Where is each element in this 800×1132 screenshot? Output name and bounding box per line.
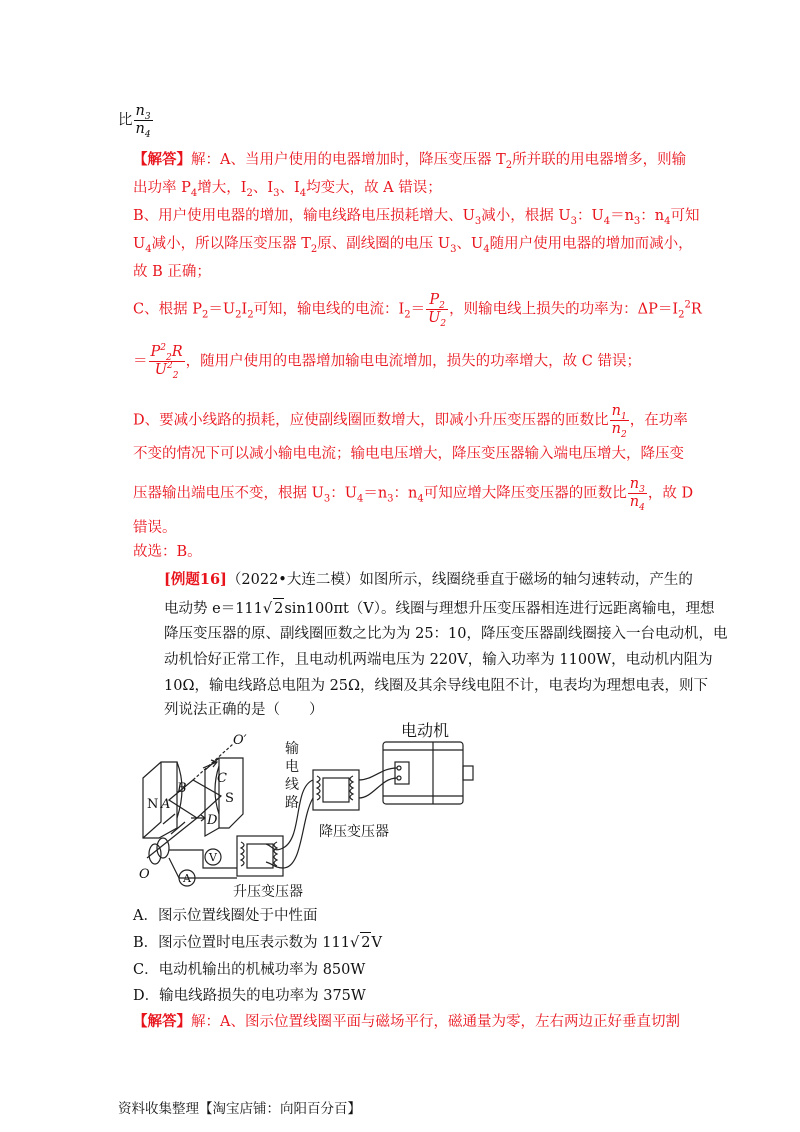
fraction-n1-n2: $\frac{n_1}{n_2}$ xyxy=(611,403,627,440)
answer1-c-line1: C、根据 $P_2=U_2I_2$可知，输电线的电流：$I_2=$ $\frac{P_2}{U_2}$ ，则输电线上损失的功率为：$\Delta P=I_2^2R$ xyxy=(133,292,702,329)
option-c: C．电动机输出的机械功率为 850W xyxy=(133,962,366,978)
example16-line3: 降压变压器的原、副线圈匝数之比为为 25：10，降压变压器副线圈接入一台电动机，电 xyxy=(164,626,728,642)
voltmeter-label: V xyxy=(209,851,217,864)
label-a: A xyxy=(161,797,171,812)
motor-label: 电动机 xyxy=(401,721,450,740)
page-footer: 资料收集整理【淘宝店铺：向阳百分百】 xyxy=(118,1101,361,1116)
stepdown-label: 降压变压器 xyxy=(319,824,389,840)
line-label-2: 电 xyxy=(285,759,299,775)
line-label-1: 输 xyxy=(285,741,299,757)
answer1-d-line4: 错误。 xyxy=(133,520,177,536)
answer-tag: 【解答】 xyxy=(133,151,191,168)
ratio-prefix: 比 xyxy=(118,112,133,129)
option-d: D．输电线路损失的电功率为 375W xyxy=(133,988,366,1004)
example16-line2: 电动势 e＝111√ 2sin100πt（V）。线圈与理想升压变压器相连进行远距离输电，理想 xyxy=(164,598,715,619)
fraction-n3-n4: $\frac{n_3}{n_4}$ xyxy=(135,103,151,140)
example16-line5: 10Ω，输电线路总电阻为 25Ω，线圈及其余导线电阻不计，电表均为理想电表，则下 xyxy=(164,678,709,694)
answer1-line1: 【解答】解：A、当用户使用的电器增加时，降压变压器 $T_2$所并联的用电器增多，则输 xyxy=(133,151,687,171)
motor-diagram xyxy=(383,742,473,804)
fraction-n3-n4-d: $\frac{n_3}{n_4}$ xyxy=(629,476,645,513)
answer2-tag: 【解答】 xyxy=(133,1013,191,1030)
answer1-c-line2: ＝ $\frac{P^2_2R}{U^2_2}$ ，随用户使用的电器增加输电电流增加，损失的功率增大，故 C 错误； xyxy=(133,343,641,381)
label-s: S xyxy=(225,791,234,806)
answer1-b-line3: 故 B 正确； xyxy=(133,264,211,280)
label-d: D xyxy=(207,813,218,828)
fraction-p2r-u2: $\frac{P^2_2R}{U^2_2}$ xyxy=(150,343,183,381)
coil-diagram xyxy=(147,744,233,864)
label-n: N xyxy=(147,797,159,812)
label-c: C xyxy=(217,771,227,786)
line-label-4: 路 xyxy=(285,795,299,811)
option-b: B．图示位置时电压表示数为 111√ 2V xyxy=(133,932,382,953)
label-o: O xyxy=(139,867,150,882)
circuit-figure xyxy=(133,718,493,904)
answer1-line2: 出功率 $P_4$增大，$I_2$、$I_3$、$I_4$均变大，故 A 错误； xyxy=(133,180,442,199)
stepup-transformer-diagram xyxy=(237,836,283,876)
example16-line4: 动机恰好正常工作，且电动机两端电压为 220V，输入功率为 1100W，电动机内阻为 xyxy=(164,652,713,668)
answer1-d-line1: D、要减小线路的损耗，应使副线圈匝数增大，即减小升压变压器的匝数比 $\frac{n_1}{n_2}$ ，在功率 xyxy=(133,403,688,440)
label-o-prime: O′ xyxy=(233,733,247,748)
option-a: A．图示位置线圈处于中性面 xyxy=(133,908,318,924)
line-label-3: 线 xyxy=(285,777,299,793)
answer1-d-line3: 压器输出端电压不变，根据 $U_3$：$U_4=n_3$：$n_4$可知应增大降压变压器的匝数比 $\frac{n_3}{n_4}$ ，故 D xyxy=(133,476,694,513)
example-tag: [例题16] xyxy=(164,571,227,588)
stepup-label: 升压变压器 xyxy=(233,884,303,900)
ammeter-label: A xyxy=(183,872,191,885)
label-b: B xyxy=(177,781,187,796)
answer2-line1: 【解答】解：A、图示位置线圈平面与磁场平行，磁通量为零，左右两边正好垂直切割 xyxy=(133,1013,680,1030)
answer1-d-line2: 不变的情况下可以减小输电电流；输电电压增大，降压变压器输入端电压增大，降压变 xyxy=(133,446,684,462)
ratio-line xyxy=(118,103,154,138)
answer1-choose: 故选：B。 xyxy=(133,544,202,560)
answer1-b-line2: $U_4$减小，所以降压变压器 $T_2$原、副线圈的电压 $U_3$、$U_4$随用户使用电器的增加而减小， xyxy=(133,236,693,255)
fraction-p2-u2: $\frac{P_2}{U_2}$ xyxy=(428,292,447,329)
example16-line1: [例题16]（2022•大连二模）如图所示，线圈绕垂直于磁场的轴匀速转动，产生的 xyxy=(164,571,693,588)
answer1-b-line1: B、用户使用电器的增加，输电线路电压损耗增大、$U_3$减小，根据 $U_3$：$U_4=n_3$：$n_4$可知 xyxy=(133,208,700,227)
example16-line6: 列说法正确的是（ ） xyxy=(164,702,324,718)
